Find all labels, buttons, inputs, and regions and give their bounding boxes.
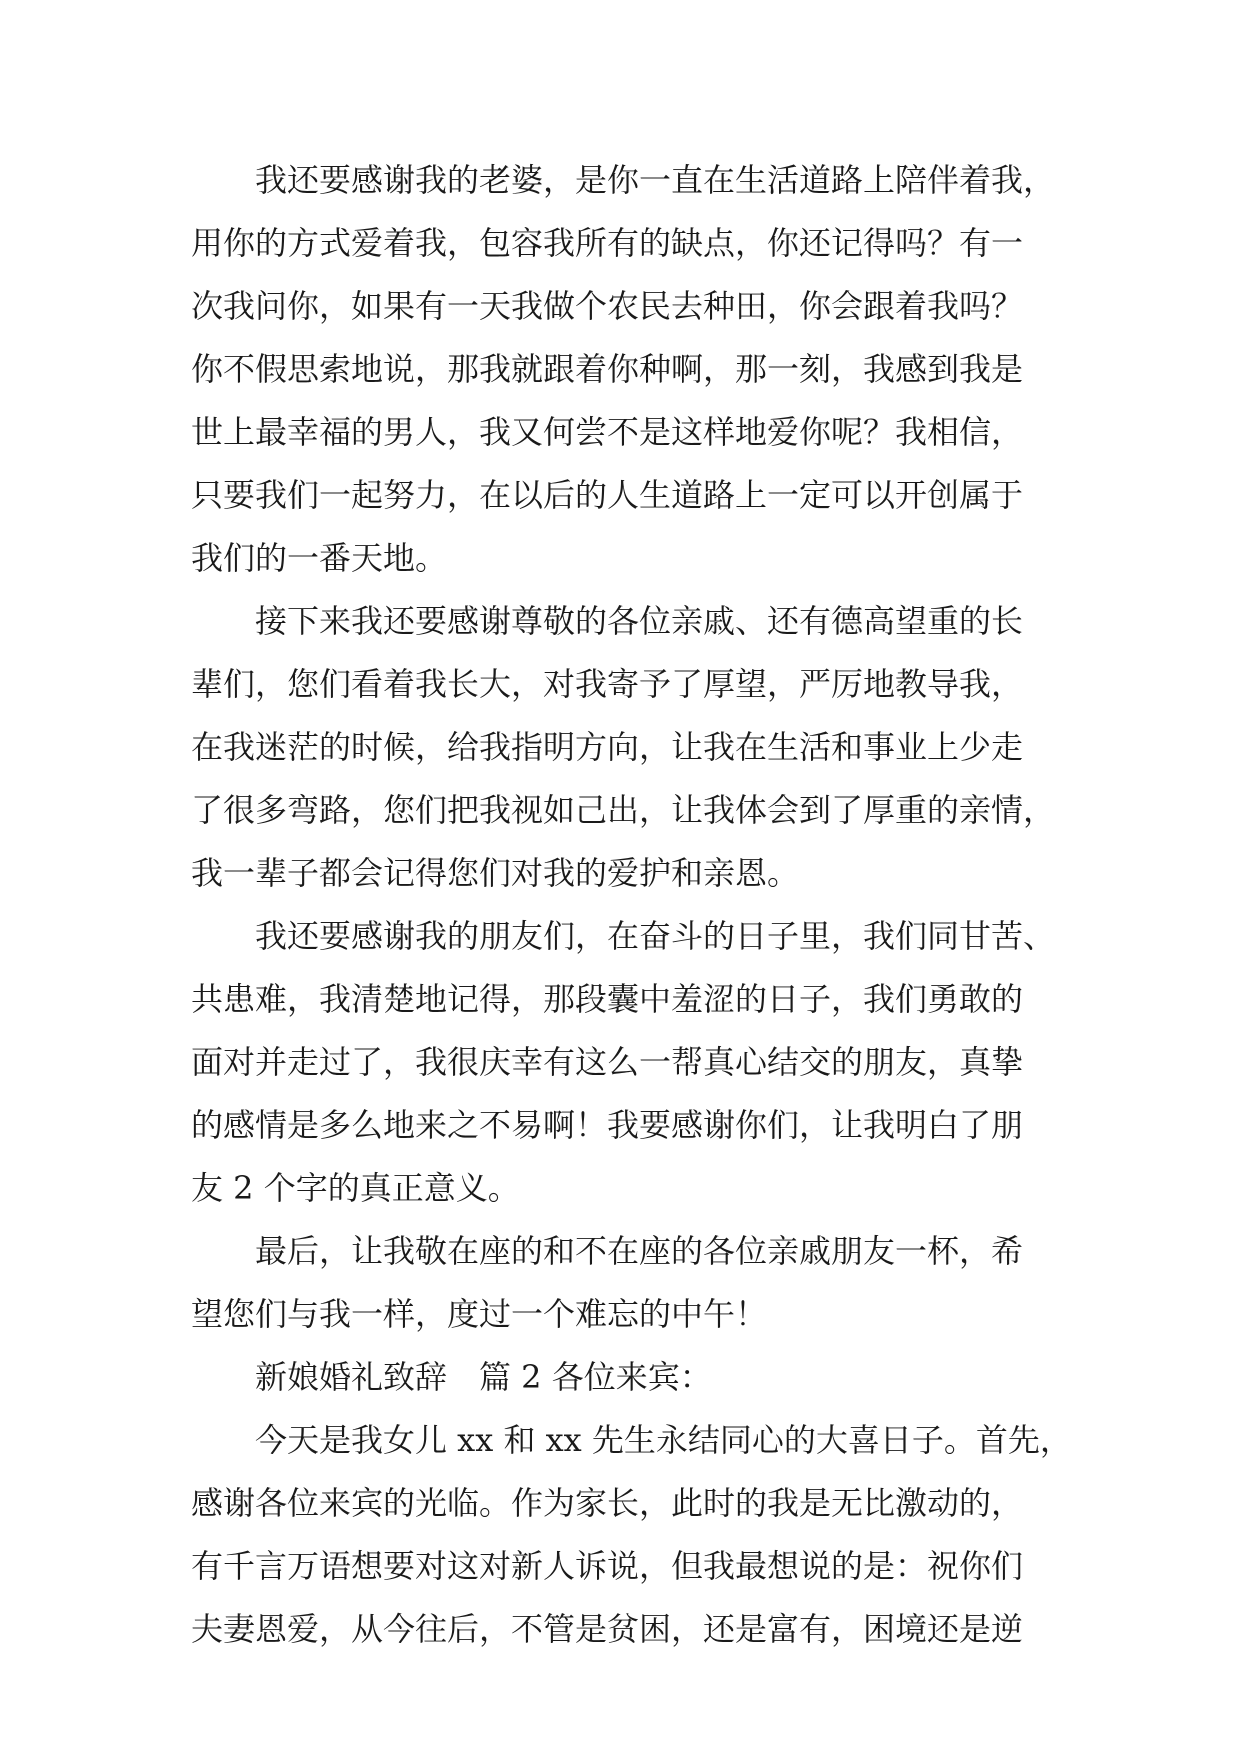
text-line: 友 2 个字的真正意义。 [191,1169,520,1207]
section-heading: 新娘婚礼致辞 篇 2 各位来宾： [255,1358,712,1396]
text-line: 感谢各位来宾的光临。作为家长，此时的我是无比激动的， [191,1484,1024,1522]
text-line: 了很多弯路，您们把我视如己出，让我体会到了厚重的亲情， [191,791,1056,829]
text-line: 用你的方式爱着我，包容我所有的缺点，你还记得吗？有一 [191,224,1024,262]
text-line: 我一辈子都会记得您们对我的爱护和亲恩。 [191,854,800,892]
text-line: 世上最幸福的男人，我又何尝不是这样地爱你呢？我相信， [191,413,1024,451]
text-line: 次我问你，如果有一天我做个农民去种田，你会跟着我吗？ [191,287,1024,325]
text-line: 夫妻恩爱，从今往后，不管是贫困，还是富有，困境还是逆 [191,1610,1024,1648]
text-line: 共患难，我清楚地记得，那段囊中羞涩的日子，我们勇敢的 [191,980,1024,1018]
text-line: 有千言万语想要对这对新人诉说，但我最想说的是：祝你们 [191,1547,1024,1585]
text-line: 面对并走过了，我很庆幸有这么一帮真心结交的朋友，真挚 [191,1043,1024,1081]
text-line: 今天是我女儿 xx 和 xx 先生永结同心的大喜日子。首先， [255,1421,1072,1459]
text-line: 望您们与我一样，度过一个难忘的中午！ [191,1295,768,1333]
text-line: 最后，让我敬在座的和不在座的各位亲戚朋友一杯，希 [255,1232,1024,1270]
text-line: 在我迷茫的时候，给我指明方向，让我在生活和事业上少走 [191,728,1024,766]
text-line: 我们的一番天地。 [191,539,448,577]
text-line: 接下来我还要感谢尊敬的各位亲戚、还有德高望重的长 [255,602,1024,640]
text-line: 只要我们一起努力，在以后的人生道路上一定可以开创属于 [191,476,1024,514]
text-line: 的感情是多么地来之不易啊！我要感谢你们，让我明白了朋 [191,1106,1024,1144]
text-line: 辈们，您们看着我长大，对我寄予了厚望，严厉地教导我， [191,665,1024,703]
text-line: 你不假思索地说，那我就跟着你种啊，那一刻，我感到我是 [191,350,1024,388]
text-line: 我还要感谢我的朋友们，在奋斗的日子里，我们同甘苦、 [255,917,1056,955]
text-line: 我还要感谢我的老婆，是你一直在生活道路上陪伴着我， [255,161,1056,199]
